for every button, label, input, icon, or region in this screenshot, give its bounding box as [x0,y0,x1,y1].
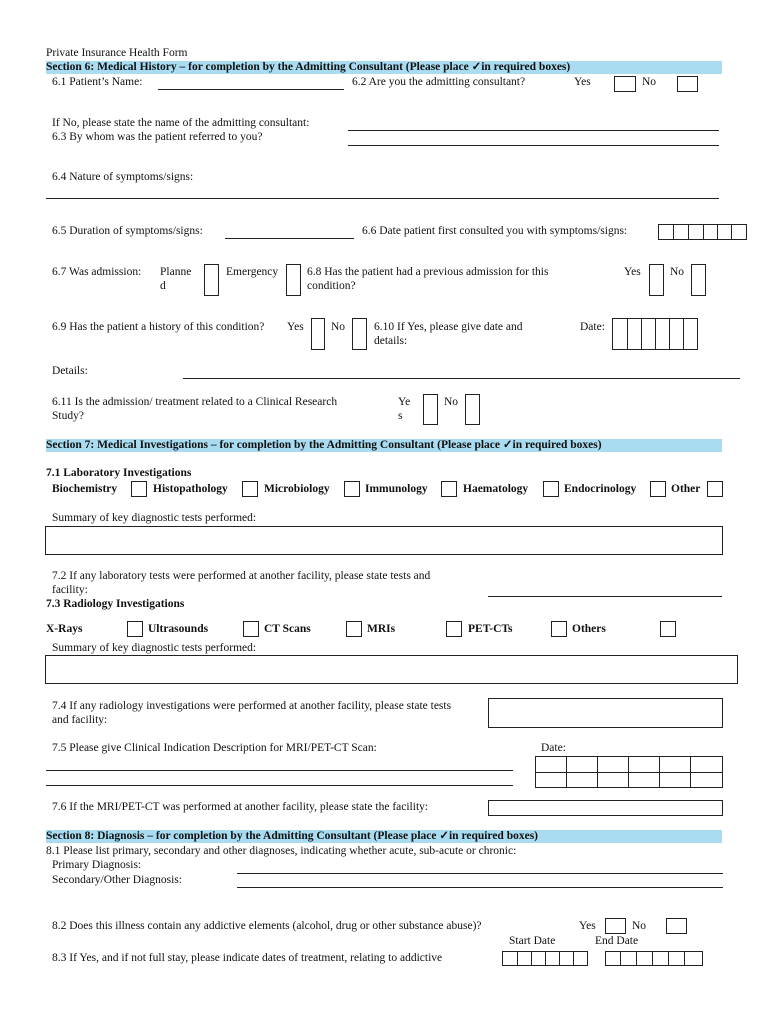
date-divider [641,318,642,350]
date-divider [717,224,718,240]
q8-2-yes-label: Yes [579,920,596,932]
q6-9-label: 6.9 Has the patient a history of this condition? [52,321,265,333]
q6-3-label: 6.3 By whom was the patient referred to you? [52,131,263,143]
date-divider [659,756,660,788]
date-divider [559,951,560,966]
lab-option-histopathology: Histopathology [153,483,228,495]
patient-name-field[interactable] [158,89,344,90]
others-radiology-checkbox[interactable] [660,621,676,637]
start-date-label: Start Date [509,935,556,947]
date-divider [517,951,518,966]
q7-4-label-1: 7.4 If any radiology investigations were performed at another facility, please state tests [52,700,452,712]
ultrasounds-checkbox[interactable] [243,621,259,637]
q7-5-date-boxes[interactable] [535,756,723,788]
lab-option-other: Other [671,483,701,495]
ct-scans-checkbox[interactable] [346,621,362,637]
secondary-diagnosis-label: Secondary/Other Diagnosis: [52,874,182,886]
q6-8-yes-label: Yes [624,266,641,278]
q8-1-label: 8.1 Please list primary, secondary and other diagnoses, indicating whether acute, sub-acute or chronic: [46,845,517,857]
planned-label-2: d [160,280,166,292]
q6-4-label: 6.4 Nature of symptoms/signs: [52,171,194,183]
date-divider [652,951,653,966]
q6-11-yes-label-2: s [398,410,403,422]
histopathology-checkbox[interactable] [242,481,258,497]
lab-option-haematology: Haematology [463,483,529,495]
date-divider [688,224,689,240]
details-label: Details: [52,365,88,377]
q8-2-label: 8.2 Does this illness contain any addictive elements (alcohol, drug or other substance abuse)? [52,920,482,932]
q6-8-label-1: 6.8 Has the patient had a previous admission for this [307,266,549,278]
q6-10-label-2: details: [374,335,408,347]
q6-9-yes-label: Yes [287,321,304,333]
date-divider [703,224,704,240]
emergency-checkbox[interactable] [286,264,301,296]
duration-field[interactable] [225,238,354,239]
lab-investigations-title: 7.1 Laboratory Investigations [46,467,192,479]
radiology-option-others: Others [572,623,606,635]
q6-7-label: 6.7 Was admission: [52,266,142,278]
other-lab-checkbox[interactable] [707,481,723,497]
q6-1-label: 6.1 Patient’s Name: [52,76,143,88]
q7-5-date-label: Date: [541,742,566,754]
q6-11-no-checkbox[interactable] [465,394,480,425]
lab-option-immunology: Immunology [365,483,428,495]
clinical-indication-line-2[interactable] [46,785,513,786]
biochemistry-checkbox[interactable] [131,481,147,497]
q8-2-yes-checkbox[interactable] [605,918,626,934]
date-divider [636,951,637,966]
radiology-option-pet-cts: PET-CTs [468,623,513,635]
secondary-diagnosis-field[interactable] [237,887,723,888]
endocrinology-checkbox[interactable] [650,481,666,497]
date-divider [683,318,684,350]
xrays-checkbox[interactable] [127,621,143,637]
q6-10-date-label: Date: [580,321,605,333]
clinical-indication-line-1[interactable] [46,770,513,771]
planned-checkbox[interactable] [204,264,219,296]
radiology-summary-label: Summary of key diagnostic tests performed: [52,642,257,654]
date-divider [566,756,567,788]
q6-11-no-label: No [444,396,459,408]
date-divider [655,318,656,350]
admitting-consultant-field[interactable] [348,130,719,131]
end-date-label: End Date [595,935,639,947]
date-divider [597,756,598,788]
q7-6-field[interactable] [488,800,723,816]
q6-5-label: 6.5 Duration of symptoms/signs: [52,225,203,237]
date-divider [690,756,691,788]
q8-3-label: 8.3 If Yes, and if not full stay, please indicate dates of treatment, relating to addictive [52,952,443,964]
radiology-option-mris: MRIs [367,623,396,635]
q6-11-label-2: Study? [52,410,84,422]
if-no-label: If No, please state the name of the admitting consultant: [52,117,310,129]
mris-checkbox[interactable] [446,621,462,637]
first-consult-date-boxes[interactable] [658,224,747,240]
immunology-checkbox[interactable] [441,481,457,497]
section-8-header: Section 8: Diagnosis – for completion by the Admitting Consultant (Please place ✓in required boxes) [46,830,722,843]
date-divider [673,224,674,240]
q6-6-label: 6.6 Date patient first consulted you with symptoms/signs: [362,225,628,237]
lab-summary-label: Summary of key diagnostic tests performed: [52,512,257,524]
emergency-label: Emergency [226,266,279,278]
q6-2-label: 6.2 Are you the admitting consultant? [352,76,526,88]
q8-2-no-checkbox[interactable] [666,918,687,934]
q7-2-field[interactable] [488,596,722,597]
q7-6-label: 7.6 If the MRI/PET-CT was performed at another facility, please state the facility: [52,801,429,813]
date-divider [627,318,628,350]
q6-11-yes-label-1: Ye [398,396,411,408]
q6-11-label-1: 6.11 Is the admission/ treatment related to a Clinical Research [52,396,338,408]
q6-9-yes-checkbox[interactable] [311,318,325,350]
q6-10-date-boxes[interactable] [612,318,698,350]
haematology-checkbox[interactable] [543,481,559,497]
lab-summary-field[interactable] [45,526,723,555]
lab-option-endocrinology: Endocrinology [564,483,637,495]
date-divider [620,951,621,966]
form-title: Private Insurance Health Form [46,47,188,59]
date-row-divider [535,772,723,773]
planned-label-1: Planne [160,266,192,278]
radiology-summary-field[interactable] [45,655,738,684]
q6-9-no-checkbox[interactable] [352,318,367,350]
date-divider [573,951,574,966]
date-divider [731,224,732,240]
q6-9-no-label: No [331,321,346,333]
primary-diagnosis-field[interactable] [237,873,723,874]
symptoms-field[interactable] [46,198,719,199]
lab-option-microbiology: Microbiology [264,483,330,495]
date-divider [531,951,532,966]
q7-5-label: 7.5 Please give Clinical Indication Description for MRI/PET-CT Scan: [52,742,377,754]
referred-by-field[interactable] [348,145,719,146]
details-field[interactable] [183,378,740,379]
radiology-option-ultrasounds: Ultrasounds [148,623,209,635]
q7-2-label-2: facility: [52,584,88,596]
q8-2-no-label: No [632,920,647,932]
microbiology-checkbox[interactable] [344,481,360,497]
date-divider [669,318,670,350]
q6-11-yes-checkbox[interactable] [423,394,438,425]
q7-2-label-1: 7.2 If any laboratory tests were performed at another facility, please state tests and [52,570,431,582]
end-date-boxes[interactable] [605,951,703,966]
q6-10-label-1: 6.10 If Yes, please give date and [374,321,523,333]
date-divider [628,756,629,788]
date-divider [668,951,669,966]
radiology-option-ct-scans: CT Scans [264,623,311,635]
q6-2-yes-label: Yes [574,76,591,88]
pet-cts-checkbox[interactable] [551,621,567,637]
q6-2-yes-checkbox[interactable] [614,76,636,92]
q6-2-no-checkbox[interactable] [677,76,698,92]
section-7-header: Section 7: Medical Investigations – for completion by the Admitting Consultant (Please place ✓in required boxes) [46,439,722,452]
q7-4-label-2: and facility: [52,714,108,726]
radiology-investigations-title: 7.3 Radiology Investigations [46,598,185,610]
radiology-option-xrays: X-Rays [46,623,83,635]
date-divider [684,951,685,966]
q6-8-yes-checkbox[interactable] [649,264,664,296]
q6-2-no-label: No [642,76,657,88]
start-date-boxes[interactable] [502,951,588,966]
lab-option-biochemistry: Biochemistry [52,483,118,495]
q6-8-label-2: condition? [307,280,356,292]
q7-4-field[interactable] [488,698,723,728]
date-divider [545,951,546,966]
q6-8-no-checkbox[interactable] [691,264,706,296]
primary-diagnosis-label: Primary Diagnosis: [52,859,142,871]
section-6-header: Section 6: Medical History – for completion by the Admitting Consultant (Please place ✓in required boxes) [46,61,722,74]
q6-8-no-label: No [670,266,685,278]
